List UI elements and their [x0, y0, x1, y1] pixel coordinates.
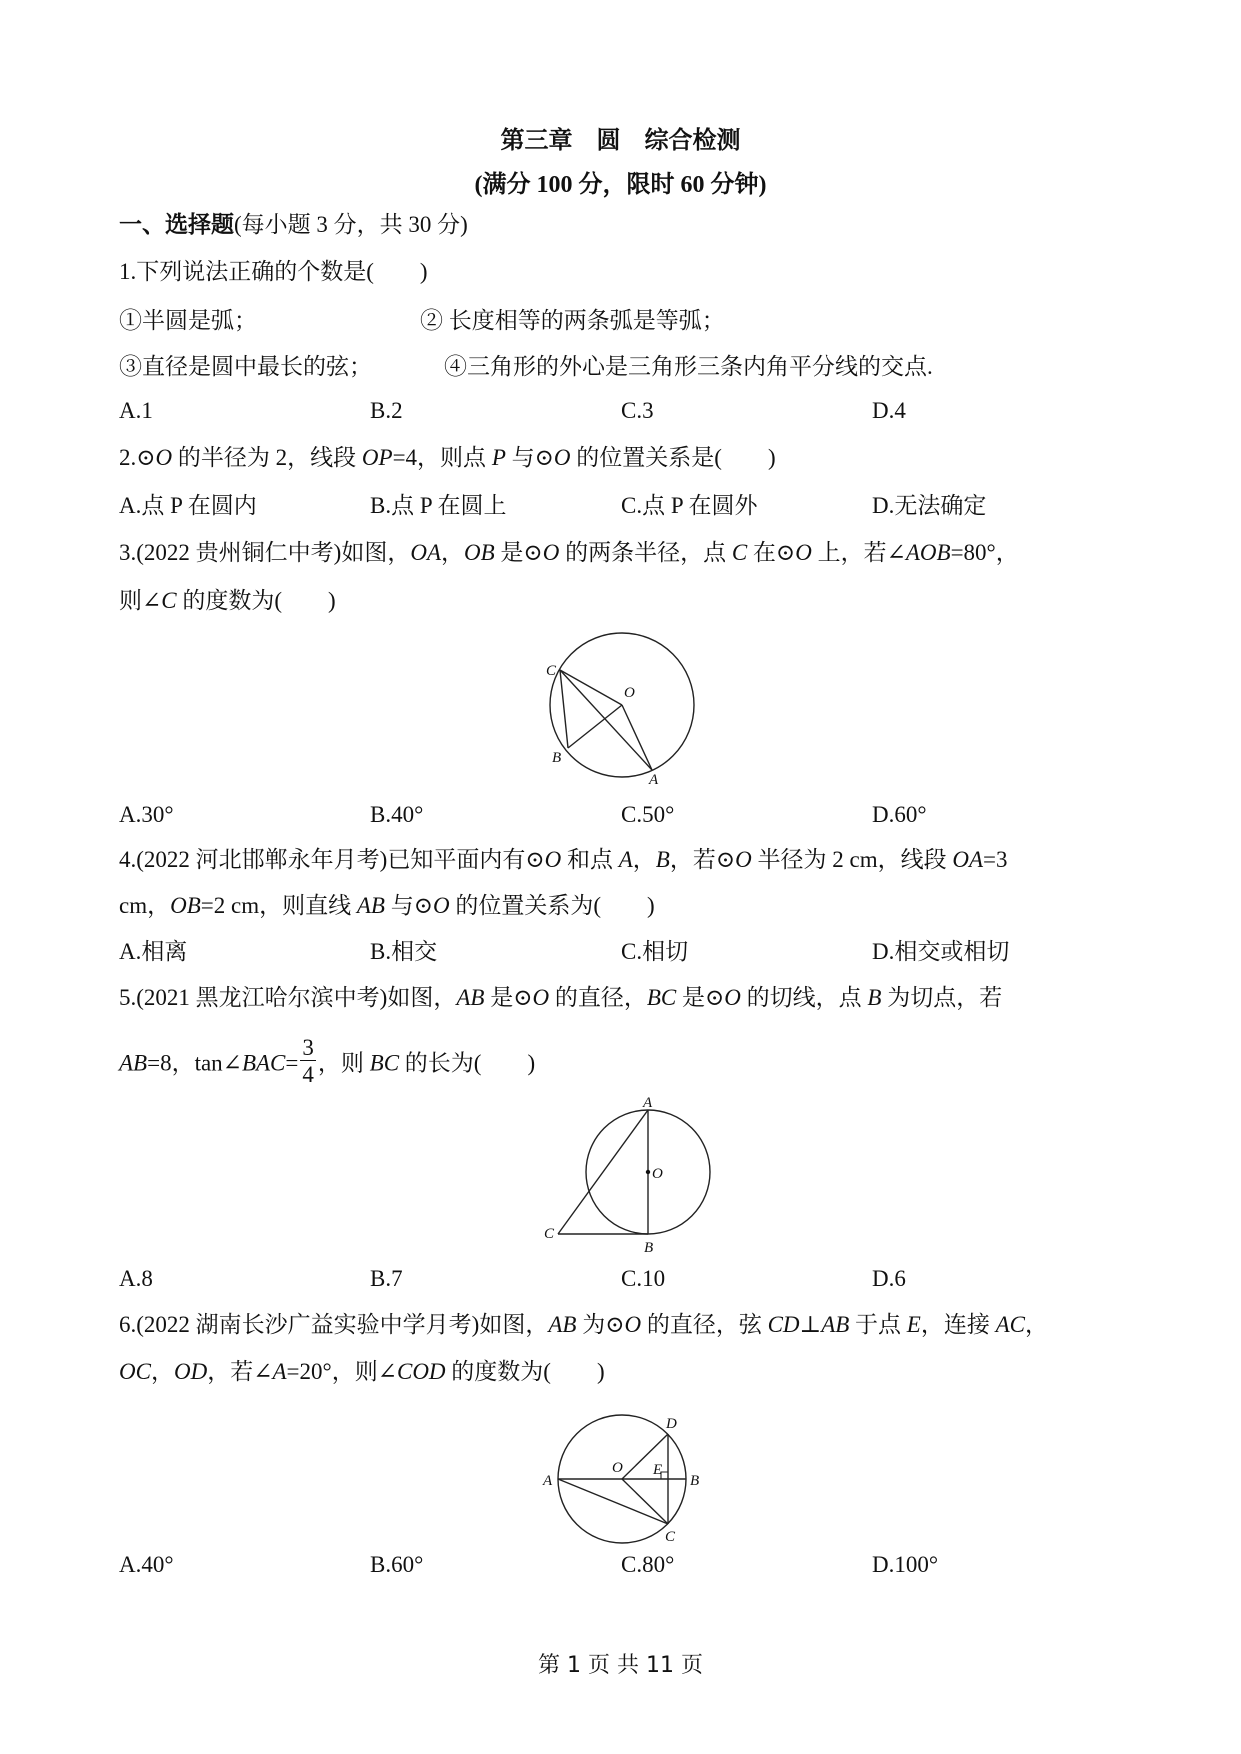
option-c[interactable]: C.50° — [621, 802, 675, 827]
option-c[interactable]: C.80° — [621, 1552, 675, 1577]
statement-4: ④三角形的外心是三角形三条内角平分线的交点. — [444, 354, 933, 379]
label-a: A — [649, 772, 659, 788]
section-note: (每小题 3 分，共 30 分) — [234, 212, 468, 237]
statement-1: ①半圆是弧； — [119, 308, 257, 333]
label-a: A — [543, 1473, 553, 1489]
question-2-stem: 2.⊙O 的半径为 2，线段 OP=4，则点 P 与⊙O 的位置关系是( ) — [119, 445, 776, 470]
option-c[interactable]: C.3 — [621, 398, 654, 423]
question-1-stem: 1.下列说法正确的个数是( ) — [119, 259, 428, 284]
question-6-options — [119, 1550, 1139, 1580]
question-3-stem-line1: 3.(2022 贵州铜仁中考)如图，OA，OB 是⊙O 的两条半径，点 C 在⊙O 上，若∠AOB=80°， — [119, 540, 1019, 565]
question-5-stem-line2: AB=8，tan∠BAC= $\frac{3}{4}$ ，则 BC 的长为( ) — [119, 1035, 536, 1087]
segment-ac — [558, 1479, 668, 1524]
question-6-figure — [535, 1400, 715, 1565]
question-3-stem-line2: 则∠C 的度数为( ) — [119, 588, 336, 613]
question-1-statements-row1 — [119, 306, 1139, 336]
page-subtitle: (满分 100 分，限时 60 分钟) — [474, 172, 767, 198]
question-5-figure — [530, 1088, 730, 1256]
option-d[interactable]: D.60° — [872, 802, 927, 827]
option-b[interactable]: B.相交 — [370, 939, 438, 964]
option-d[interactable]: D.无法确定 — [872, 493, 987, 518]
option-a[interactable]: A.8 — [119, 1266, 153, 1291]
section-heading — [119, 210, 1139, 240]
label-b: B — [690, 1473, 700, 1489]
question-6-stem-line2: OC，OD，若∠A=20°，则∠COD 的度数为( ) — [119, 1359, 605, 1384]
option-b[interactable]: B.点 P 在圆上 — [370, 493, 507, 518]
option-a[interactable]: A.1 — [119, 398, 153, 423]
segment-oa — [622, 705, 652, 770]
option-d[interactable]: D.6 — [872, 1266, 906, 1291]
question-1-options — [119, 396, 1139, 426]
label-b: B — [552, 750, 562, 766]
segment-co — [560, 670, 622, 705]
segment-oc — [622, 1479, 668, 1524]
question-4-stem-line2: cm，OB=2 cm，则直线 AB 与⊙O 的位置关系为( ) — [119, 893, 655, 918]
page-footer: 第 1 页 共 11 页 — [538, 1653, 703, 1678]
option-b[interactable]: B.2 — [370, 398, 403, 423]
label-o: O — [612, 1460, 623, 1476]
option-c[interactable]: C.10 — [621, 1266, 666, 1291]
statement-2: ② 长度相等的两条弧是等弧； — [420, 308, 725, 333]
option-a[interactable]: A.30° — [119, 802, 174, 827]
option-b[interactable]: B.7 — [370, 1266, 403, 1291]
question-1-statements-row2 — [119, 352, 1139, 382]
option-b[interactable]: B.60° — [370, 1552, 424, 1577]
label-e: E — [653, 1462, 663, 1478]
question-3-options — [119, 800, 1139, 830]
question-2-options — [119, 491, 1139, 521]
question-3-figure — [540, 630, 700, 788]
fraction: $\frac{3}{4}$ — [302, 1035, 314, 1087]
label-o: O — [652, 1166, 663, 1182]
option-d[interactable]: D.相交或相切 — [872, 939, 1010, 964]
option-c[interactable]: C.点 P 在圆外 — [621, 493, 758, 518]
question-5-stem-line1: 5.(2021 黑龙江哈尔滨中考)如图，AB 是⊙O 的直径，BC 是⊙O 的切线，点 B 为切点，若 — [119, 985, 1003, 1010]
option-d[interactable]: D.100° — [872, 1552, 939, 1577]
option-a[interactable]: A.40° — [119, 1552, 174, 1577]
page-title: 第三章 圆 综合检测 — [500, 128, 741, 154]
option-d[interactable]: D.4 — [872, 398, 906, 423]
question-4-stem-line1: 4.(2022 河北邯郸永年月考)已知平面内有⊙O 和点 A，B，若⊙O 半径为 2 cm，线段 OA=3 — [119, 847, 1008, 872]
label-d: D — [666, 1416, 677, 1432]
question-4-options — [119, 937, 1139, 967]
label-c: C — [546, 663, 557, 679]
label-b: B — [644, 1240, 654, 1256]
option-a[interactable]: A.相离 — [119, 939, 188, 964]
segment-cb — [560, 670, 568, 748]
section-title: 一、选择题 — [119, 212, 234, 237]
label-a: A — [643, 1095, 653, 1111]
option-b[interactable]: B.40° — [370, 802, 424, 827]
center-dot — [646, 1170, 650, 1174]
option-a[interactable]: A.点 P 在圆内 — [119, 493, 257, 518]
statement-3: ③直径是圆中最长的弦； — [119, 354, 372, 379]
option-c[interactable]: C.相切 — [621, 939, 689, 964]
label-o: O — [624, 685, 635, 701]
label-c: C — [665, 1529, 676, 1545]
segment-bo — [568, 705, 622, 748]
label-c: C — [544, 1226, 555, 1242]
question-5-options — [119, 1264, 1139, 1294]
segment-ca — [560, 670, 652, 770]
question-6-stem-line1: 6.(2022 湖南长沙广益实验中学月考)如图，AB 为⊙O 的直径，弦 CD⊥AB 于点 E，连接 AC， — [119, 1312, 1048, 1337]
